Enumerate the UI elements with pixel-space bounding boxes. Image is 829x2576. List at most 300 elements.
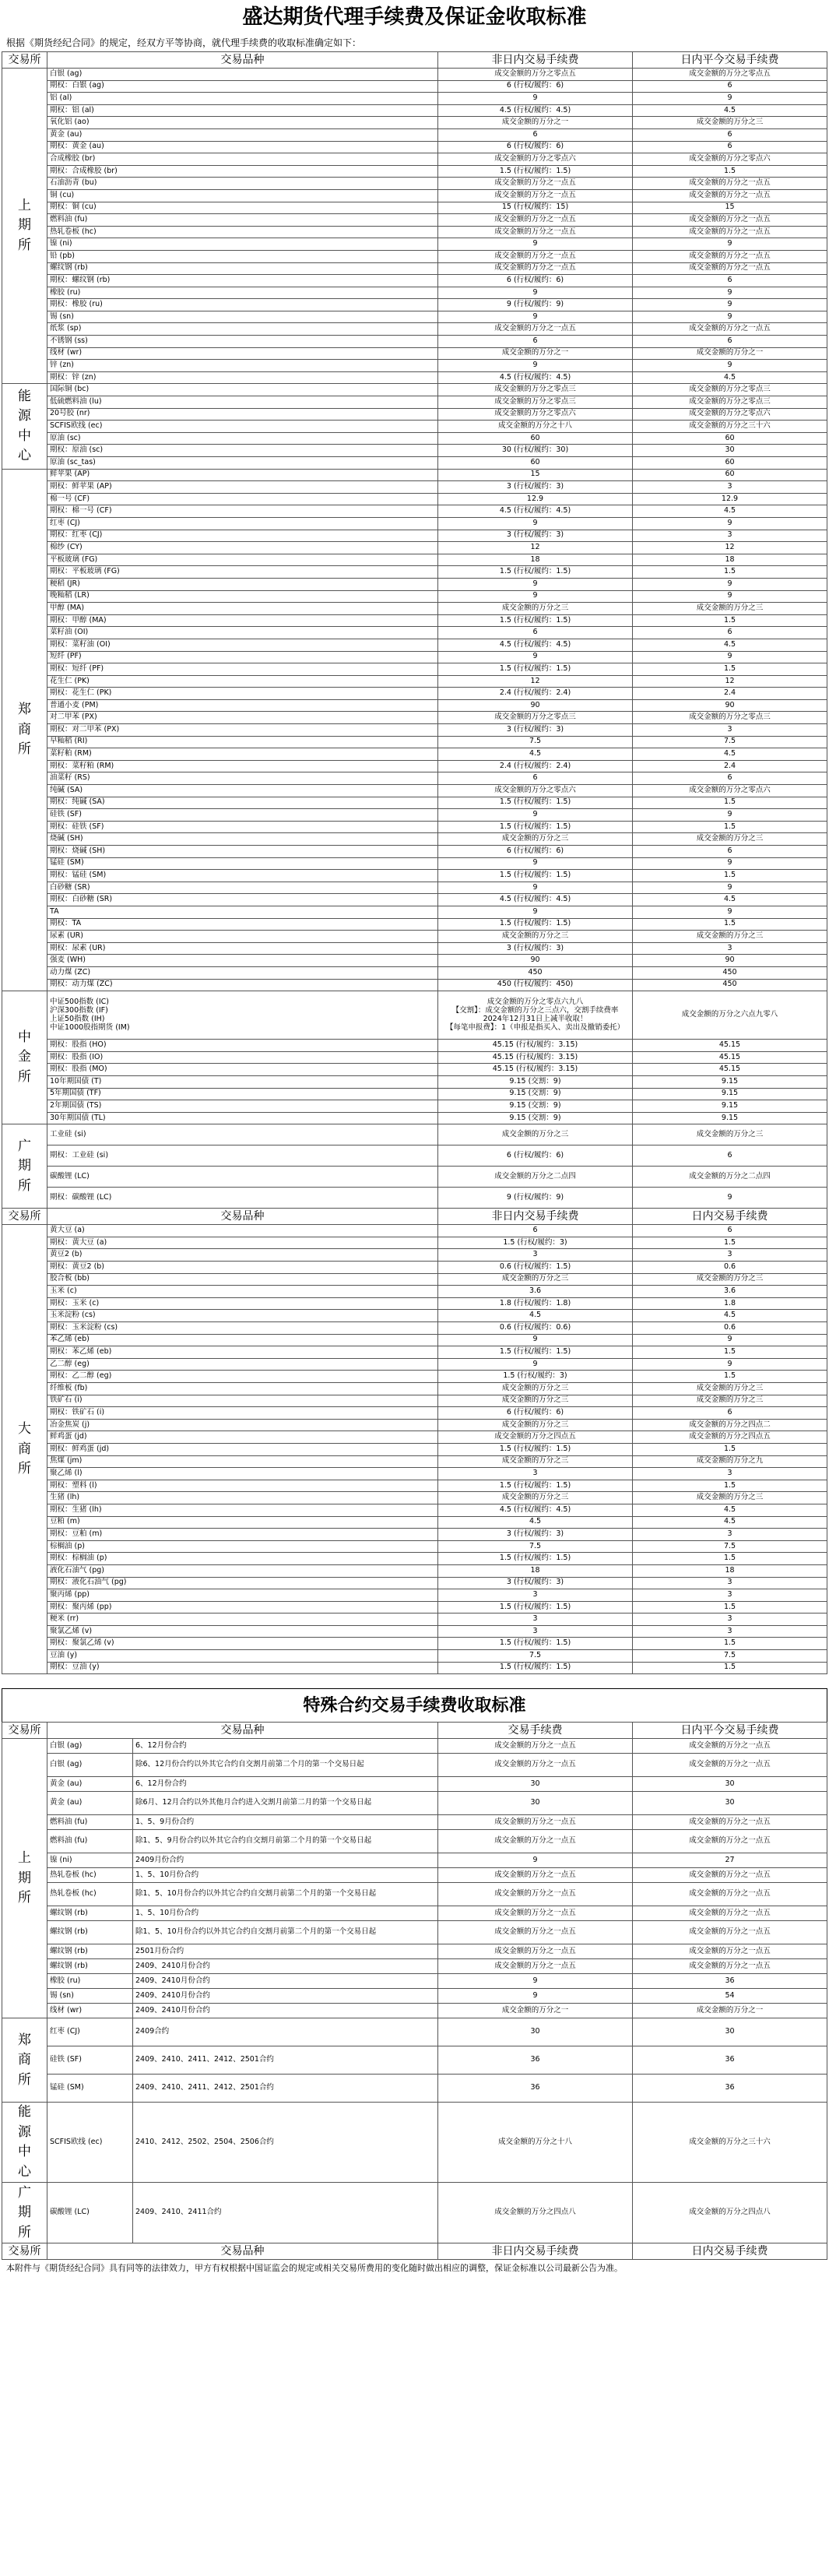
table-row	[2, 421, 827, 433]
product-cell: 焦煤 (jm)	[47, 1455, 438, 1468]
product-cell: TA	[47, 906, 438, 918]
fee-cell: 60	[438, 457, 633, 470]
exchange-cell	[2, 2183, 47, 2243]
table-row	[2, 153, 827, 166]
exchange-char: 上	[18, 197, 31, 213]
column-header: 交易手续费	[438, 1723, 633, 1739]
product-cell: 期权：菜籽粕 (RM)	[47, 760, 438, 772]
table-row	[2, 1944, 827, 1959]
exchange-char: 中	[18, 1029, 31, 1045]
fee-cell: 6 (行权/履约：6)	[438, 846, 633, 858]
fee-cell: 成交金额的万分之一点五	[438, 226, 633, 238]
exchange-cell	[2, 2103, 47, 2183]
intraday-fee-cell: 1.5	[633, 1346, 827, 1359]
fee-cell: 3 (行权/履约：3)	[438, 724, 633, 737]
intraday-fee-cell: 成交金额的万分之一	[633, 2004, 827, 2018]
intraday-fee-cell: 3	[633, 1529, 827, 1541]
product-cell: 期权：生猪 (lh)	[47, 1504, 438, 1516]
product-cell: 锡 (sn)	[47, 311, 438, 323]
product-cell: 纸浆 (sp)	[47, 323, 438, 336]
fee-cell: 0.6 (行权/履约：1.5)	[438, 1262, 633, 1274]
table-row	[2, 2103, 827, 2183]
fee-cell: 成交金额的万分之零点六	[438, 785, 633, 797]
fee-cell: 1.5 (行权/履约：1.5)	[438, 1662, 633, 1674]
fee-cell: 成交金额的万分之一	[438, 2004, 633, 2018]
product-cell: 镍 (ni)	[47, 1853, 133, 1868]
table-row	[2, 675, 827, 688]
table-row	[2, 178, 827, 190]
fee-cell: 15	[438, 469, 633, 481]
table-row	[2, 578, 827, 590]
product-cell: 锰硅 (SM)	[47, 2075, 133, 2103]
fee-cell: 6	[438, 627, 633, 639]
fee-cell: 36	[438, 2075, 633, 2103]
index-product: 上证50指数 (IH)	[50, 1014, 105, 1023]
table-row	[2, 1297, 827, 1310]
product-cell: 国际铜 (bc)	[47, 384, 438, 396]
intraday-fee-cell: 45.15	[633, 1064, 827, 1076]
fee-cell: 成交金额的万分之三	[438, 1124, 633, 1145]
intraday-fee-cell: 4.5	[633, 1310, 827, 1322]
index-product: 沪深300指数 (IF)	[50, 1005, 108, 1015]
intraday-fee-cell: 6	[633, 1145, 827, 1167]
fee-cell: 45.15 (行权/履约：3.15)	[438, 1051, 633, 1064]
intraday-fee-cell: 1.5	[633, 1662, 827, 1674]
fee-cell: 9	[438, 590, 633, 603]
fee-cell: 9	[438, 906, 633, 918]
intraday-fee-cell: 成交金额的万分之零点六	[633, 408, 827, 421]
table-row	[2, 603, 827, 615]
table-row	[2, 882, 827, 894]
table-row	[2, 736, 827, 748]
table-row	[2, 724, 827, 737]
product-cell: 期权：黄大豆 (a)	[47, 1237, 438, 1249]
product-cell: 期权：鲜鸡蛋 (jd)	[47, 1443, 438, 1455]
table-row	[2, 1040, 827, 1052]
product-cell: 早籼稻 (RI)	[47, 736, 438, 748]
intraday-fee-cell: 成交金额的万分之六点九零八	[633, 991, 827, 1040]
exchange-cell	[2, 2018, 47, 2103]
table-row	[2, 809, 827, 822]
product-cell: 粳稻 (JR)	[47, 578, 438, 590]
table-row	[2, 1492, 827, 1504]
fee-cell: 4.5 (行权/履约：4.5)	[438, 104, 633, 117]
fee-cell: 成交金额的万分之一点五	[438, 189, 633, 202]
intraday-fee-cell: 9	[633, 857, 827, 870]
intraday-fee-cell: 6	[633, 1407, 827, 1420]
fee-cell: 9	[438, 1974, 633, 1989]
table-row	[2, 1249, 827, 1262]
intraday-fee-cell: 成交金额的万分之零点五	[633, 69, 827, 81]
table-row	[2, 80, 827, 93]
product-cell: 黄豆2 (b)	[47, 1249, 438, 1262]
table-row	[2, 226, 827, 238]
table-row	[2, 1346, 827, 1359]
table-row	[2, 250, 827, 262]
fee-cell: 9	[438, 1334, 633, 1346]
table-row	[2, 979, 827, 991]
intraday-fee-cell: 成交金额的万分之四点五	[633, 1431, 827, 1444]
product-cell: 期权：铁矿石 (i)	[47, 1407, 438, 1420]
intraday-fee-cell: 4.5	[633, 748, 827, 761]
fee-cell: 成交金额的万分之一点五	[438, 1739, 633, 1754]
intraday-fee-cell: 成交金额的万分之四点八	[633, 2183, 827, 2243]
intraday-fee-cell: 1.5	[633, 1443, 827, 1455]
table-row	[2, 1395, 827, 1407]
product-cell: 燃料油 (fu)	[47, 214, 438, 227]
product-cell: 硅铁 (SF)	[47, 2046, 133, 2075]
fee-cell: 4.5	[438, 1516, 633, 1529]
table-row	[2, 1516, 827, 1529]
fee-cell: 成交金额的万分之零点六	[438, 408, 633, 421]
product-cell: 燃料油 (fu)	[47, 1815, 133, 1830]
fee-cell: 2.4 (行权/履约：2.4)	[438, 760, 633, 772]
contract-cell: 1、5、9月份合约	[133, 1815, 438, 1830]
intraday-fee-cell: 18	[633, 554, 827, 566]
contract-cell: 2410、2412、2502、2504、2506合约	[133, 2103, 438, 2183]
fee-cell: 7.5	[438, 1540, 633, 1553]
fee-cell: 3 (行权/履约：3)	[438, 942, 633, 955]
intraday-fee-cell: 成交金额的万分之三	[633, 1273, 827, 1286]
fee-line: 【交割】：成交金额的万分之三点六，交割手续费率	[451, 1005, 619, 1015]
exchange-char: 心	[18, 2163, 31, 2180]
fee-cell: 1.5 (行权/履约：1.5)	[438, 870, 633, 882]
product-cell: 聚丙烯 (pp)	[47, 1589, 438, 1602]
column-header: 交易所	[2, 1209, 47, 1225]
intraday-fee-cell: 成交金额的万分之一点五	[633, 178, 827, 190]
table-row	[2, 1358, 827, 1371]
table-row	[2, 1455, 827, 1468]
fee-cell: 6 (行权/履约：6)	[438, 1407, 633, 1420]
intraday-fee-cell: 6	[633, 128, 827, 141]
intraday-fee-cell: 9	[633, 1334, 827, 1346]
fee-cell: 30	[438, 1777, 633, 1792]
fee-cell: 450 (行权/履约：450)	[438, 979, 633, 991]
fee-cell: 12	[438, 675, 633, 688]
fee-cell: 9.15 (交割：9)	[438, 1112, 633, 1124]
product-cell: 豆油 (y)	[47, 1650, 438, 1663]
intraday-fee-cell: 1.5	[633, 1480, 827, 1492]
contract-cell: 2409合约	[133, 2018, 438, 2046]
product-cell: 期权：合成橡胶 (br)	[47, 165, 438, 178]
table-row	[2, 1959, 827, 1974]
product-cell: 合成橡胶 (br)	[47, 153, 438, 166]
product-cell: 锌 (zn)	[47, 360, 438, 372]
intraday-fee-cell: 成交金额的万分之一点五	[633, 1883, 827, 1906]
exchange-char: 所	[18, 1177, 31, 1194]
fee-cell: 1.5 (行权/履约：1.5)	[438, 1443, 633, 1455]
fee-cell: 成交金额的万分之一点五	[438, 1944, 633, 1959]
product-cell: 碳酸锂 (LC)	[47, 1167, 438, 1188]
product-cell: 期权：TA	[47, 918, 438, 931]
product-cell: 期权：乙二醇 (eg)	[47, 1371, 438, 1383]
table-row	[2, 287, 827, 299]
table-row	[2, 1564, 827, 1577]
fee-cell: 成交金额的万分之一点五	[438, 1906, 633, 1921]
intraday-fee-cell: 6	[633, 1225, 827, 1237]
fee-cell: 成交金额的万分之一点五	[438, 1883, 633, 1906]
contract-cell: 2409、2410月份合约	[133, 1989, 438, 2004]
table-row	[2, 1262, 827, 1274]
fee-cell: 6	[438, 336, 633, 348]
table-row	[2, 1777, 827, 1792]
contract-cell: 除6、12月份合约以外其它合约自交割月前第二个月的第一个交易日起	[133, 1754, 438, 1777]
exchange-char: 所	[18, 237, 31, 253]
index-product: 中证500指数 (IC)	[50, 997, 110, 1006]
intraday-fee-cell: 9	[633, 287, 827, 299]
fee-cell: 30	[438, 1792, 633, 1815]
intraday-fee-cell: 3	[633, 530, 827, 542]
fee-cell: 1.8 (行权/履约：1.8)	[438, 1297, 633, 1310]
intraday-fee-cell: 3	[633, 1625, 827, 1638]
fee-cell: 成交金额的万分之一点五	[438, 262, 633, 275]
intraday-fee-cell: 成交金额的万分之三	[633, 1383, 827, 1395]
exchange-char: 源	[18, 408, 31, 424]
fee-cell: 9.15 (交割：9)	[438, 1100, 633, 1113]
fee-cell: 45.15 (行权/履约：3.15)	[438, 1040, 633, 1052]
table-row	[2, 1188, 827, 1209]
intraday-fee-cell: 9	[633, 299, 827, 311]
table-row	[2, 1443, 827, 1455]
exchange-char: 源	[18, 2124, 31, 2140]
product-cell: 铝 (al)	[47, 93, 438, 105]
fee-cell: 7.5	[438, 736, 633, 748]
fee-cell: 成交金额的万分之三	[438, 603, 633, 615]
table-row	[2, 1921, 827, 1944]
fee-cell: 成交金额的万分之零点三	[438, 384, 633, 396]
table-row	[2, 1286, 827, 1298]
intraday-fee-cell: 36	[633, 1974, 827, 1989]
stock-index-row	[2, 991, 827, 1040]
column-header: 交易所	[2, 2243, 47, 2260]
fee-cell: 9	[438, 1358, 633, 1371]
exchange-cell	[2, 69, 47, 384]
product-cell: 短纤 (PF)	[47, 651, 438, 663]
fee-cell: 成交金额的万分之三	[438, 833, 633, 846]
table-row	[2, 1650, 827, 1663]
fee-cell: 1.5 (行权/履约：3)	[438, 1237, 633, 1249]
product-cell: 石油沥青 (bu)	[47, 178, 438, 190]
table-row	[2, 1553, 827, 1565]
contract-cell: 2409、2410月份合约	[133, 1959, 438, 1974]
contract-cell: 6、12月份合约	[133, 1777, 438, 1792]
intraday-fee-cell: 1.5	[633, 165, 827, 178]
intraday-fee-cell: 6	[633, 772, 827, 785]
table-row	[2, 128, 827, 141]
fee-cell: 9	[438, 93, 633, 105]
product-cell: 期权：聚丙烯 (pp)	[47, 1601, 438, 1614]
intraday-fee-cell: 4.5	[633, 505, 827, 518]
table-row	[2, 1075, 827, 1088]
product-cell: 期权：鲜苹果 (AP)	[47, 481, 438, 494]
product-cell: 5年期国债 (TF)	[47, 1088, 438, 1100]
product-cell: 期权：工业硅 (si)	[47, 1145, 438, 1167]
fee-cell: 18	[438, 554, 633, 566]
contract-cell: 6、12月份合约	[133, 1739, 438, 1754]
product-cell: 期权：黄豆2 (b)	[47, 1262, 438, 1274]
product-cell: 生猪 (lh)	[47, 1492, 438, 1504]
table-row	[2, 1100, 827, 1113]
product-cell: 对二甲苯 (PX)	[47, 712, 438, 724]
product-cell: 期权：对二甲苯 (PX)	[47, 724, 438, 737]
table-row	[2, 2075, 827, 2103]
table-row	[2, 785, 827, 797]
table-row	[2, 336, 827, 348]
intraday-fee-cell: 12	[633, 542, 827, 554]
fee-cell: 成交金额的万分之一点五	[438, 323, 633, 336]
product-cell: 20号胶 (nr)	[47, 408, 438, 421]
table-row	[2, 906, 827, 918]
exchange-cell	[2, 1739, 47, 2018]
fee-cell: 成交金额的万分之零点六	[438, 153, 633, 166]
product-cell: 期权：白砂糖 (SR)	[47, 894, 438, 906]
table-row	[2, 1754, 827, 1777]
exchange-char: 郑	[18, 2032, 31, 2048]
table-row	[2, 1407, 827, 1420]
fee-cell: 3	[438, 1614, 633, 1626]
product-cell: 油菜籽 (RS)	[47, 772, 438, 785]
table-row	[2, 2046, 827, 2075]
intraday-fee-cell: 45.15	[633, 1051, 827, 1064]
contract-cell: 除1、5、10月份合约以外其它合约自交割月前第二个月的第一个交易日起	[133, 1921, 438, 1944]
product-cell: 期权：短纤 (PF)	[47, 663, 438, 676]
fee-cell: 1.5 (行权/履约：1.5)	[438, 1601, 633, 1614]
fee-cell: 1.5 (行权/履约：1.5)	[438, 821, 633, 833]
product-cell: 期权：锌 (zn)	[47, 371, 438, 384]
header-row	[2, 1723, 827, 1739]
intraday-fee-cell: 450	[633, 966, 827, 979]
product-cell: 黄金 (au)	[47, 128, 438, 141]
intraday-fee-cell: 1.5	[633, 1237, 827, 1249]
fee-cell: 成交金额的万分之一点五	[438, 1868, 633, 1883]
product-cell: 螺纹钢 (rb)	[47, 262, 438, 275]
contract-cell: 除1、5、10月份合约以外其它合约自交割月前第二个月的第一个交易日起	[133, 1883, 438, 1906]
table-row	[2, 1625, 827, 1638]
product-cell: 工业硅 (si)	[47, 1124, 438, 1145]
product-cell: 苯乙烯 (eb)	[47, 1334, 438, 1346]
table-row	[2, 760, 827, 772]
product-cell: 不锈钢 (ss)	[47, 336, 438, 348]
product-cell: 2年期国债 (TS)	[47, 1100, 438, 1113]
product-cell: 棉纱 (CY)	[47, 542, 438, 554]
fee-cell: 1.5 (行权/履约：1.5)	[438, 1553, 633, 1565]
fee-cell: 2.4 (行权/履约：2.4)	[438, 688, 633, 700]
product-cell: 10年期国债 (T)	[47, 1075, 438, 1088]
product-cell: 聚氯乙烯 (v)	[47, 1625, 438, 1638]
fee-cell: 9	[438, 360, 633, 372]
fee-cell: 成交金额的万分之三	[438, 1455, 633, 1468]
product-cell: 纤维板 (fb)	[47, 1383, 438, 1395]
fee-cell: 成交金额的万分之二点四	[438, 1167, 633, 1188]
product-cell: 锰硅 (SM)	[47, 857, 438, 870]
intraday-fee-cell: 54	[633, 1989, 827, 2004]
table-row	[2, 371, 827, 384]
product-cell: 热轧卷板 (hc)	[47, 1883, 133, 1906]
intraday-fee-cell: 2.4	[633, 688, 827, 700]
exchange-char: 所	[18, 1890, 31, 1906]
product-cell: 红枣 (CJ)	[47, 517, 438, 530]
table-row	[2, 870, 827, 882]
contract-cell: 2409、2410、2411、2412、2501合约	[133, 2046, 438, 2075]
fee-cell: 1.5 (行权/履约：1.5)	[438, 1638, 633, 1650]
intro-text: 根据《期货经纪合同》的规定，经双方平等协商，就代理手续费的收取标准确定如下：	[6, 37, 362, 48]
exchange-char: 商	[18, 721, 31, 737]
exchange-char: 郑	[18, 702, 31, 718]
table-row	[2, 432, 827, 445]
table-row	[2, 1112, 827, 1124]
product-cell: 热轧卷板 (hc)	[47, 226, 438, 238]
fee-cell: 成交金额的万分之一点五	[438, 1754, 633, 1777]
product-cell: 强麦 (WH)	[47, 955, 438, 967]
fee-cell: 1.5 (行权/履约：1.5)	[438, 1346, 633, 1359]
fee-cell: 4.5 (行权/履约：4.5)	[438, 894, 633, 906]
fee-cell: 1.5 (行权/履约：1.5)	[438, 663, 633, 676]
intraday-fee-cell: 7.5	[633, 1540, 827, 1553]
product-cell: 黄大豆 (a)	[47, 1225, 438, 1237]
exchange-char: 金	[18, 1049, 31, 1065]
table-row	[2, 1167, 827, 1188]
fee-cell: 1.5 (行权/履约：1.5)	[438, 165, 633, 178]
intraday-fee-cell: 9	[633, 311, 827, 323]
fee-cell: 9	[438, 311, 633, 323]
intraday-fee-cell: 30	[633, 1777, 827, 1792]
product-cell: 期权：原油 (sc)	[47, 445, 438, 457]
intraday-fee-cell: 成交金额的万分之一点五	[633, 1815, 827, 1830]
fee-cell: 9	[438, 578, 633, 590]
intraday-fee-cell: 9	[633, 517, 827, 530]
intraday-fee-cell: 6	[633, 336, 827, 348]
intraday-fee-cell: 成交金额的万分之零点三	[633, 384, 827, 396]
table-row	[2, 663, 827, 676]
exchange-cell	[2, 1225, 47, 1674]
product-cell: 期权：液化石油气 (pg)	[47, 1577, 438, 1589]
fee-cell: 6	[438, 1225, 633, 1237]
intraday-fee-cell: 3	[633, 1589, 827, 1602]
table-row	[2, 797, 827, 809]
fee-cell: 1.5 (行权/履约：1.5)	[438, 566, 633, 579]
table-row	[2, 1540, 827, 1553]
product-cell: 期权：股指 (HO)	[47, 1040, 438, 1052]
table-row	[2, 202, 827, 214]
table-row	[2, 1853, 827, 1868]
fee-cell: 9	[438, 809, 633, 822]
table-row	[2, 918, 827, 931]
table-row	[2, 1431, 827, 1444]
intraday-fee-cell: 9.15	[633, 1088, 827, 1100]
intraday-fee-cell: 450	[633, 979, 827, 991]
fee-cell: 4.5 (行权/履约：4.5)	[438, 371, 633, 384]
intraday-fee-cell: 1.5	[633, 870, 827, 882]
product-cell: 线材 (wr)	[47, 347, 438, 360]
intraday-fee-cell: 1.5	[633, 797, 827, 809]
special-title: 特殊合约交易手续费收取标准	[2, 1688, 827, 1722]
product-cell: 期权：聚氯乙烯 (v)	[47, 1638, 438, 1650]
table-row	[2, 93, 827, 105]
table-row	[2, 590, 827, 603]
column-header: 日内平今交易手续费	[633, 52, 827, 69]
table-row	[2, 1883, 827, 1906]
table-row	[2, 1529, 827, 1541]
intraday-fee-cell: 36	[633, 2046, 827, 2075]
intraday-fee-cell: 36	[633, 2075, 827, 2103]
table-row	[2, 955, 827, 967]
table-row	[2, 493, 827, 505]
table-row	[2, 1383, 827, 1395]
intraday-fee-cell: 成交金额的万分之零点六	[633, 153, 827, 166]
product-cell: 期权：动力煤 (ZC)	[47, 979, 438, 991]
intraday-fee-cell: 1.5	[633, 821, 827, 833]
fee-cell: 36	[438, 2046, 633, 2075]
